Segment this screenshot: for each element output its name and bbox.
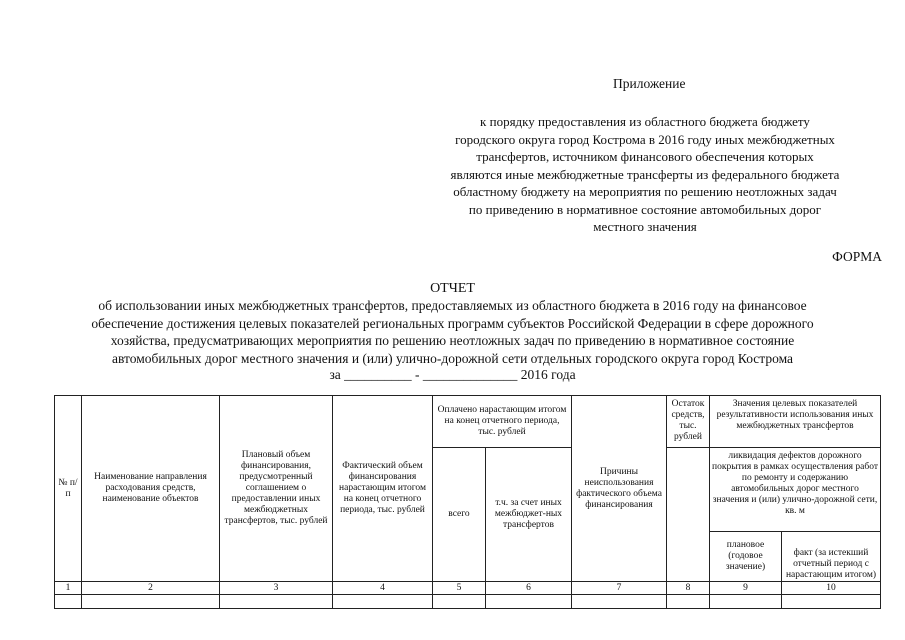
table-cell <box>55 595 82 609</box>
table-cell <box>710 595 782 609</box>
column-number-cell: 7 <box>572 582 667 595</box>
header-row-number: № п/п <box>55 396 82 582</box>
header-fact-value: факт (за истекший отчетный период с нарастающим итогом) <box>782 532 881 582</box>
preamble-line: местного значения <box>593 219 697 234</box>
preamble-line: по приведению в нормативное состояние автомобильных дорог <box>468 201 822 217</box>
column-number-cell: 1 <box>55 582 82 595</box>
report-table <box>54 395 881 609</box>
header-object-name: Наименование направления расходования средств, наименование объектов <box>82 396 220 582</box>
table-cell <box>220 595 333 609</box>
column-number-cell: 10 <box>782 582 881 595</box>
header-balance: Остаток средств, тыс. рублей <box>667 396 710 448</box>
header-planned-value: плановое (годовое значение) <box>710 532 782 582</box>
report-subtitle <box>0 297 905 367</box>
header-paid-transfers: т.ч. за счет иных межбюджет-ных трансфертов <box>486 448 572 582</box>
report-period: за __________ - ______________ 2016 года <box>329 367 576 382</box>
preamble-line: городского округа город Кострома в 2016 году иных межбюджетных <box>455 131 835 147</box>
column-number-cell: 3 <box>220 582 333 595</box>
table-cell <box>486 595 572 609</box>
preamble-line: трансфертов, источником финансового обеспечения которых <box>476 149 814 164</box>
table-cell <box>433 595 486 609</box>
column-number-cell: 6 <box>486 582 572 595</box>
column-number-cell: 9 <box>710 582 782 595</box>
header-planned-funding: Плановый объем финансирования, предусмотренный соглашением о предоставлении иных межбюджетных трансфертов, тыс. рублей <box>220 396 333 582</box>
preamble-line: являются иные межбюджетные трансферты из федерального бюджета <box>450 166 840 182</box>
appendix-label: Приложение <box>613 76 686 91</box>
column-number-cell: 5 <box>433 582 486 595</box>
subtitle-line: автомобильных дорог местного значения и (или) улично-дорожной сети отдельных городского округа город Кострома <box>111 350 794 366</box>
column-number-cell: 2 <box>82 582 220 595</box>
column-number-cell: 4 <box>333 582 433 595</box>
header-balance-blank <box>667 448 710 582</box>
form-label: ФОРМА <box>832 249 882 264</box>
appendix-preamble <box>410 113 880 236</box>
column-number-cell: 8 <box>667 582 710 595</box>
header-reasons: Причины неиспользования фактического объема финансирования <box>572 396 667 582</box>
table-cell <box>333 595 433 609</box>
preamble-line: к порядку предоставления из областного бюджета бюджету <box>480 114 810 129</box>
table-cell <box>667 595 710 609</box>
header-indicators-group: Значения целевых показателей результативности использования иных межбюджетных трансфертов <box>710 396 881 448</box>
table-cell <box>782 595 881 609</box>
subtitle-line: хозяйства, предусматривающих мероприятия по решению неотложных задач по приведению в нормативное состояние <box>110 333 795 348</box>
header-actual-funding: Фактический объем финансирования нарастающим итогом на конец отчетного периода, тыс. рублей <box>333 396 433 582</box>
header-paid-total: всего <box>433 448 486 582</box>
table-cell <box>572 595 667 609</box>
header-paid-group: Оплачено нарастающим итогом на конец отчетного периода, тыс. рублей <box>433 396 572 448</box>
table-cell <box>82 595 220 609</box>
report-title: ОТЧЕТ <box>430 281 475 296</box>
preamble-line: областному бюджету на мероприятия по решению неотложных задач <box>453 184 837 199</box>
header-indicator-name: ликвидация дефектов дорожного покрытия в рамках осуществления работ по ремонту и содержанию автомобильных дорог местного значения и (или) улично-дорожной сети, кв. м <box>710 448 881 532</box>
subtitle-line: обеспечение достижения целевых показателей региональных программ субъектов Российской Федерации в сфере дорожного <box>91 315 814 331</box>
table-row <box>55 595 881 609</box>
subtitle-line: об использовании иных межбюджетных трансфертов, предоставляемых из областного бюджета в 2016 году на финансовое <box>98 298 807 313</box>
